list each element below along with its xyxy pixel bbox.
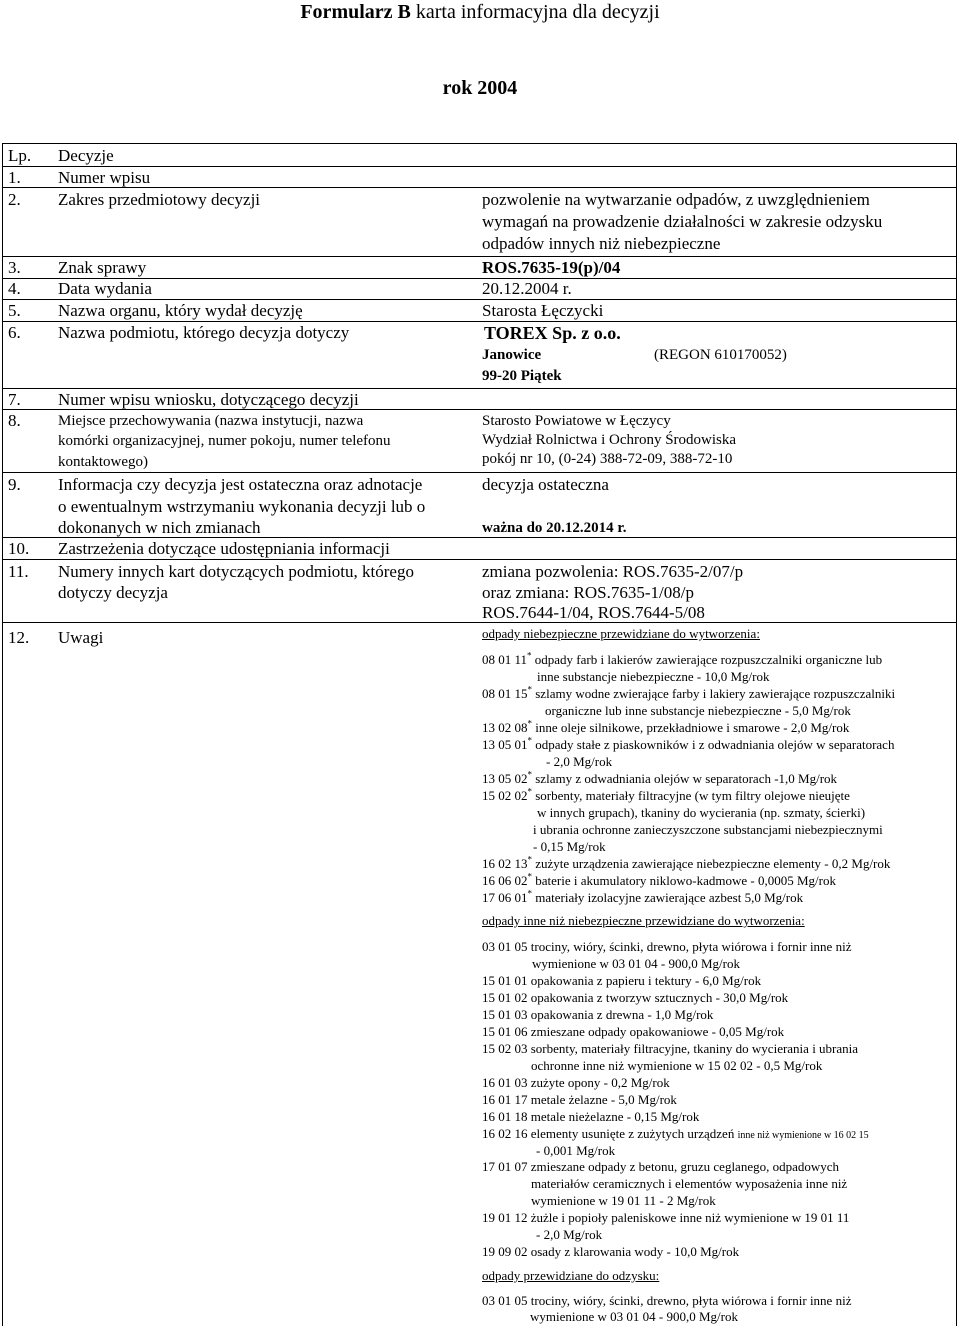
waste-item (482, 872, 836, 889)
row6-address-line: 99-20 Piątek (482, 368, 562, 384)
waste-item-cont: - 0,001 Mg/rok (536, 1143, 616, 1158)
row-number: 3. (8, 258, 21, 277)
waste-item (482, 787, 850, 804)
waste-item (482, 855, 890, 872)
nonhazardous-waste-heading: odpady inne niż niebezpieczne przewidziane do wytworzenia: (482, 913, 805, 928)
waste-item (482, 719, 849, 736)
row9-label-line: Informacja czy decyzja jest ostateczna oraz adnotacje (58, 475, 423, 494)
row-divider (2, 299, 956, 300)
waste-item: 16 01 03 zużyte opony - 0,2 Mg/rok (482, 1075, 670, 1090)
row1-label: Numer wpisu (58, 168, 151, 187)
row-number: 7. (8, 390, 21, 409)
row-number: 5. (8, 301, 21, 320)
row-number: 12. (8, 628, 30, 647)
row5-label: Nazwa organu, który wydał decyzję (58, 301, 303, 320)
waste-item: 15 01 03 opakowania z drewna - 1,0 Mg/rok (482, 1007, 714, 1022)
row4-label: Data wydania (58, 279, 152, 298)
form-title (0, 0, 960, 24)
row8-value-line: Wydział Rolnictwa i Ochrony Środowiska (482, 432, 737, 448)
row-divider (2, 472, 956, 473)
row-number: 6. (8, 323, 21, 342)
row-divider (2, 256, 956, 257)
hazard-marker: * (527, 888, 532, 899)
row6-regon: (REGON 610170052) (654, 347, 787, 363)
waste-item-cont: w innych grupach), tkaniny do wycierania (np. szmaty, ścierki) (537, 805, 866, 820)
row11-value-line: ROS.7644-1/04, ROS.7644-5/08 (482, 603, 705, 622)
waste-description: odpady farb i lakierów zawierające rozpuszczalniki organiczne lub (534, 652, 883, 667)
row4-value: 20.12.2004 r. (482, 279, 572, 298)
form-year: rok 2004 (442, 77, 518, 99)
waste-code: 16 02 13 (482, 856, 528, 871)
waste-item (482, 736, 894, 753)
row-divider (2, 559, 956, 560)
hazard-marker: * (527, 769, 532, 780)
waste-code: 15 02 02 (482, 788, 528, 803)
row-number: 2. (8, 190, 21, 209)
table-border-right (956, 143, 957, 1326)
row8-label-line: komórki organizacyjnej, numer pokoju, numer telefonu (58, 433, 391, 449)
waste-code: 17 06 01 (482, 890, 528, 905)
row-number: 1. (8, 168, 21, 187)
waste-item: 19 09 02 osady z klarowania wody - 10,0 Mg/rok (482, 1244, 740, 1259)
waste-item-cont: wymienione w 03 01 04 - 900,0 Mg/rok (532, 956, 740, 971)
row7-label: Numer wpisu wniosku, dotyczącego decyzji (58, 390, 359, 409)
waste-item: 15 01 02 opakowania z tworzyw sztucznych - 30,0 Mg/rok (482, 990, 789, 1005)
header-lp: Lp. (8, 146, 32, 165)
waste-item (482, 651, 882, 668)
row11-value-line: oraz zmiana: ROS.7635-1/08/p (482, 583, 694, 602)
row-number: 10. (8, 539, 30, 558)
waste-item-cont: - 0,15 Mg/rok (533, 839, 606, 854)
waste-item-cont: - 2,0 Mg/rok (546, 754, 613, 769)
waste-item-cont: i ubrania ochronne zanieczyszczone substancjami niebezpiecznymi (533, 822, 883, 837)
waste-item: 03 01 05 trociny, wióry, ścinki, drewno, płyta wiórowa i fornir inne niż (482, 939, 852, 954)
row-number: 8. (8, 411, 21, 430)
row9-status: decyzja ostateczna (482, 475, 609, 494)
waste-code: 13 05 02 (482, 771, 528, 786)
row-divider (2, 622, 956, 623)
waste-code: 13 05 01 (482, 737, 528, 752)
waste-item: 15 01 06 zmieszane odpady opakowaniowe - 0,05 Mg/rok (482, 1024, 785, 1039)
row8-label-line: Miejsce przechowywania (nazwa instytucji, nazwa (58, 413, 364, 429)
waste-code: 08 01 11 (482, 652, 528, 667)
row-number: 9. (8, 475, 21, 494)
form-title-rest: karta informacyjna dla decyzji (415, 1, 660, 23)
hazardous-waste-heading: odpady niebezpieczne przewidziane do wytworzenia: (482, 626, 760, 641)
row-divider (2, 166, 956, 167)
recovery-waste-heading: odpady przewidziane do odzysku: (482, 1268, 660, 1283)
waste-code: 08 01 15 (482, 686, 528, 701)
waste-item-cont: - 2,0 Mg/rok (536, 1227, 603, 1242)
row9-label-line: o ewentualnym wstrzymaniu wykonania decyzji lub o (58, 497, 426, 516)
row-number: 11. (8, 562, 29, 581)
hazard-marker: * (527, 718, 532, 729)
row6-label: Nazwa podmiotu, którego decyzja dotyczy (58, 323, 350, 342)
row8-value-line: pokój nr 10, (0-24) 388-72-09, 388-72-10 (482, 451, 733, 467)
waste-description-small: inne niż wymienione w 16 02 15 (737, 1130, 869, 1141)
row-divider (2, 321, 956, 322)
waste-item: 15 01 01 opakowania z papieru i tektury - 6,0 Mg/rok (482, 973, 762, 988)
waste-description: odpady stałe z piaskowników i z odwadniania olejów w separatorach (535, 737, 895, 752)
waste-item-cont: wymienione w 19 01 11 - 2 Mg/rok (531, 1193, 716, 1208)
hazard-marker: * (527, 871, 532, 882)
waste-item: 17 01 07 zmieszane odpady z betonu, gruzu ceglanego, odpadowych (482, 1159, 840, 1174)
row2-value-line: pozwolenie na wytwarzanie odpadów, z uwzględnieniem (482, 190, 870, 209)
waste-item-cont: organiczne lub inne substancje niebezpieczne - 5,0 Mg/rok (545, 703, 851, 718)
waste-item-cont: wymienione w 03 01 04 - 900,0 Mg/rok (530, 1309, 738, 1324)
row11-value-line: zmiana pozwolenia: ROS.7635-2/07/p (482, 562, 744, 581)
waste-description: sorbenty, materiały filtracyjne (w tym filtry olejowe nieujęte (535, 788, 850, 803)
row5-value: Starosta Łęczycki (482, 301, 604, 320)
waste-description: zużyte urządzenia zawierające niebezpieczne elementy - 0,2 Mg/rok (535, 856, 891, 871)
waste-item-cont: inne substancje niebezpieczne - 10,0 Mg/rok (537, 669, 770, 684)
hazard-marker: * (527, 735, 532, 746)
waste-item-cont: materiałów ceramicznych i elementów wyposażenia inne niż (531, 1176, 848, 1191)
table-border-top (2, 143, 956, 144)
hazard-marker: * (527, 854, 532, 865)
row2-value-line: odpadów innych niż niebezpieczne (482, 234, 721, 253)
waste-description: 16 02 16 elementy usunięte z zużytych urządzeń (482, 1126, 735, 1141)
row11-label-line: dotyczy decyzja (58, 583, 168, 602)
waste-item: 15 02 03 sorbenty, materiały filtracyjne, tkaniny do wycierania i ubrania (482, 1041, 859, 1056)
row10-label: Zastrzeżenia dotyczące udostępniania informacji (58, 539, 390, 558)
hazard-marker: * (527, 684, 532, 695)
row9-label-line: dokonanych w nich zmianach (58, 518, 261, 537)
waste-description: baterie i akumulatory niklowo-kadmowe - 0,0005 Mg/rok (535, 873, 836, 888)
waste-item (482, 685, 895, 702)
waste-code: 16 06 02 (482, 873, 528, 888)
table-border-left (2, 143, 3, 1326)
waste-item: 16 01 18 metale nieżelazne - 0,15 Mg/rok (482, 1109, 700, 1124)
row6-address-line: Janowice (482, 347, 542, 363)
waste-item (482, 770, 837, 787)
row9-valid-until: ważna do 20.12.2014 r. (482, 520, 627, 536)
row-divider (2, 388, 956, 389)
waste-description: inne oleje silnikowe, przekładniowe i smarowe - 2,0 Mg/rok (535, 720, 850, 735)
row11-label-line: Numery innych kart dotyczących podmiotu, którego (58, 562, 414, 581)
waste-item (482, 889, 803, 906)
waste-description: materiały izolacyjne zawierające azbest 5,0 Mg/rok (535, 890, 804, 905)
row8-label-line: kontaktowego) (58, 454, 148, 470)
waste-code: 13 02 08 (482, 720, 528, 735)
row3-value: ROS.7635-19(p)/04 (482, 258, 621, 277)
waste-item: 16 01 17 metale żelazne - 5,0 Mg/rok (482, 1092, 677, 1107)
hazard-marker: * (527, 786, 532, 797)
row3-label: Znak sprawy (58, 258, 147, 277)
waste-item-cont: ochronne inne niż wymienione w 15 02 02 - 0,5 Mg/rok (531, 1058, 823, 1073)
waste-item: 03 01 05 trociny, wióry, ścinki, drewno, płyta wiórowa i fornir inne niż (482, 1293, 852, 1308)
hazard-marker: * (527, 650, 532, 661)
waste-description: szlamy wodne zwierające farby i lakiery zawierające rozpuszczalniki (535, 686, 896, 701)
header-decyzje: Decyzje (58, 146, 114, 165)
row6-company-name: TOREX Sp. z o.o. (484, 323, 621, 343)
row12-label: Uwagi (58, 628, 104, 647)
form-title-bold: Formularz B (300, 1, 411, 23)
waste-item: 19 01 12 żużle i popioły paleniskowe inne niż wymienione w 19 01 11 (482, 1210, 850, 1225)
waste-description: szlamy z odwadniania olejów w separatorach -1,0 Mg/rok (535, 771, 838, 786)
row2-value-line: wymagań na prowadzenie działalności w zakresie odzysku (482, 212, 883, 231)
row2-label: Zakres przedmiotowy decyzji (58, 190, 261, 209)
row-number: 4. (8, 279, 21, 298)
row8-value-line: Starosto Powiatowe w Łęczycy (482, 413, 671, 429)
